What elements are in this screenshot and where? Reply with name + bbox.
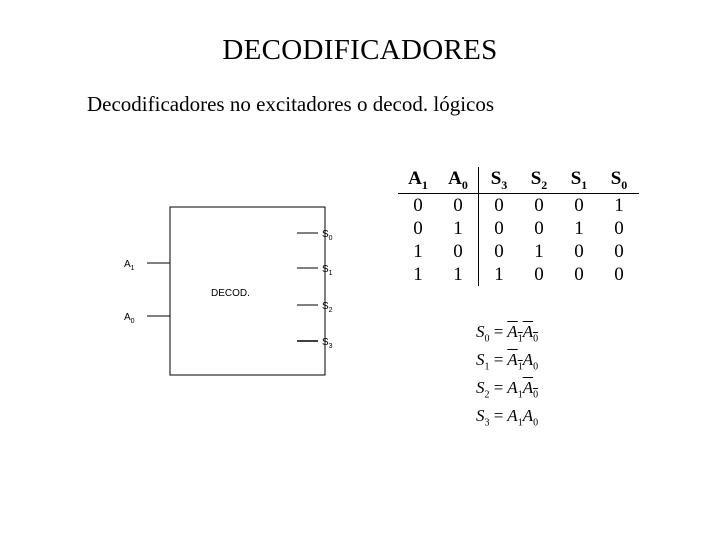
- table-cell: 1: [438, 217, 479, 240]
- boolean-equations: [476, 318, 538, 430]
- table-cell: 0: [494, 240, 504, 262]
- page-title: DECODIFICADORES: [222, 34, 498, 66]
- table-row: [398, 263, 639, 286]
- table-cell: 0: [574, 194, 584, 216]
- input-label-a0: $A_0$: [124, 312, 135, 325]
- equation-s0: $S_0 = A_1A_0$: [476, 322, 539, 345]
- table-row: [398, 194, 639, 218]
- table-cell: 0: [413, 194, 423, 216]
- table-cell: 0: [614, 263, 624, 285]
- input-label-a1: $A_1$: [124, 259, 135, 272]
- truth-table-header-row: [398, 167, 639, 194]
- table-cell: 0: [534, 194, 544, 216]
- table-cell: 0: [574, 263, 584, 285]
- table-cell: 0: [614, 217, 624, 239]
- table-row: [398, 240, 639, 263]
- table-cell: 0: [438, 240, 479, 263]
- table-row: [398, 217, 639, 240]
- header-s0: $S_0$: [599, 167, 639, 194]
- output-label-s2: $S_2$: [322, 301, 333, 314]
- table-cell: 1: [438, 263, 479, 286]
- output-label-s3: $S_3$: [322, 337, 333, 350]
- table-cell: 0: [534, 217, 544, 239]
- table-cell: 0: [438, 194, 479, 218]
- equation-s1: $S_1 = A_1A_0$: [476, 350, 539, 373]
- table-cell: 0: [614, 240, 624, 262]
- table-cell: 1: [614, 194, 624, 216]
- table-cell: 0: [574, 240, 584, 262]
- table-cell: 1: [413, 263, 423, 285]
- output-label-s0: $S_0$: [322, 229, 333, 242]
- output-label-s1: $S_1$: [322, 264, 333, 277]
- header-a1: $A_1$: [398, 167, 438, 194]
- table-cell: 1: [534, 240, 544, 262]
- header-a0: $A_0$: [438, 167, 479, 194]
- header-s2: $S_2$: [519, 167, 559, 194]
- equation-s3: $S_3 = A_1A_0$: [476, 406, 539, 429]
- equation-s2: $S_2 = A_1A_0$: [476, 378, 539, 401]
- page-subtitle: Decodificadores no excitadores o decod. lógicos: [87, 92, 495, 116]
- table-cell: 0: [494, 217, 504, 239]
- truth-table: [398, 167, 639, 286]
- table-cell: 0: [494, 194, 504, 216]
- table-cell: 0: [534, 263, 544, 285]
- decoder-label: DECOD.: [211, 288, 250, 299]
- header-s1: $S_1$: [559, 167, 599, 194]
- table-cell: 1: [413, 240, 423, 262]
- header-s3: $S_3$: [479, 167, 520, 194]
- table-cell: 0: [413, 217, 423, 239]
- table-cell: 1: [574, 217, 584, 239]
- table-cell: 1: [494, 263, 504, 285]
